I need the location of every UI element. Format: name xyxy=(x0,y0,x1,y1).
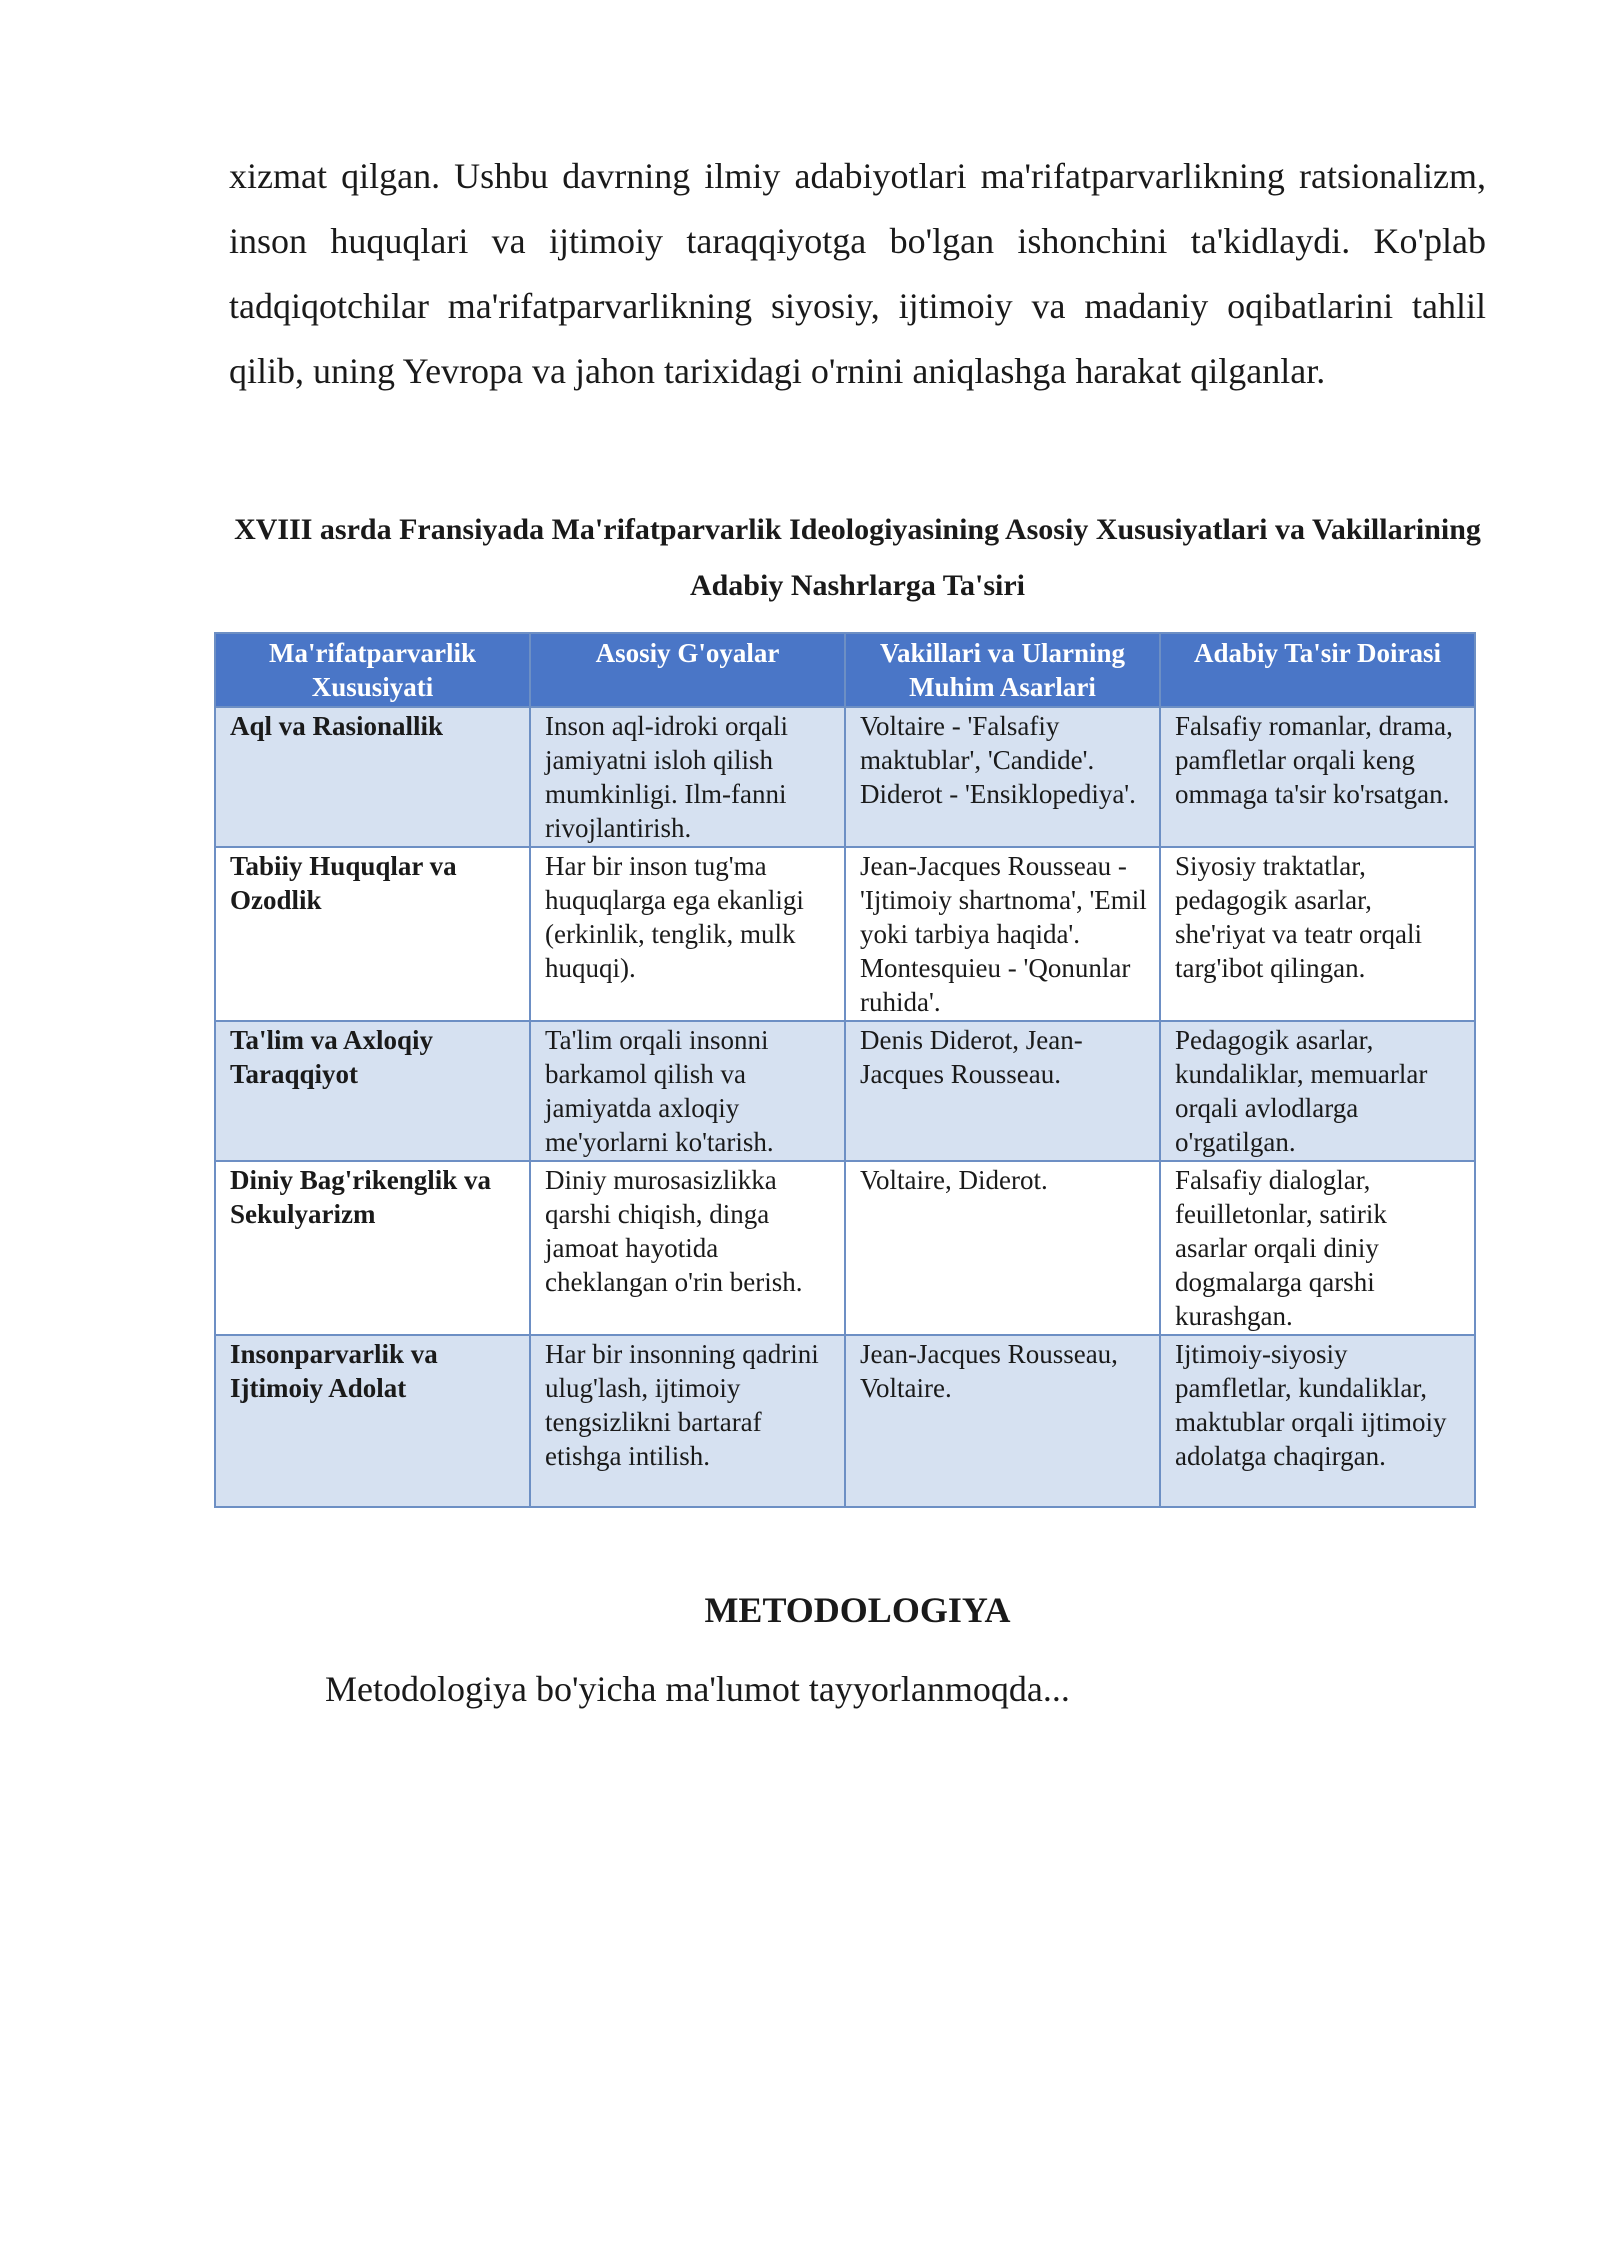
cell-feature: Insonparvarlik va Ijtimoiy Adolat xyxy=(215,1335,530,1507)
table-row xyxy=(215,1161,1475,1335)
enlightenment-table xyxy=(214,632,1476,1508)
cell-representatives: Voltaire - 'Falsafiy maktublar', 'Candide'. Diderot - 'Ensiklopediya'. xyxy=(845,707,1160,847)
cell-representatives: Denis Diderot, Jean-Jacques Rousseau. xyxy=(845,1021,1160,1161)
cell-ideas: Har bir inson tug'ma huquqlarga ega ekanligi (erkinlik, tenglik, mulk huquqi). xyxy=(530,847,845,1021)
cell-feature: Tabiiy Huquqlar va Ozodlik xyxy=(215,847,530,1021)
cell-influence: Siyosiy traktatlar, pedagogik asarlar, she'riyat va teatr orqali targ'ibot qilingan. xyxy=(1160,847,1475,1021)
cell-influence: Falsafiy romanlar, drama, pamfletlar orqali keng ommaga ta'sir ko'rsatgan. xyxy=(1160,707,1475,847)
header-ideas: Asosiy G'oyalar xyxy=(530,633,845,707)
cell-ideas: Har bir insonning qadrini ulug'lash, ijtimoiy tengsizlikni bartaraf etishga intilish. xyxy=(530,1335,845,1507)
section-title: METODOLOGIYA xyxy=(704,1590,1011,1630)
section-text: Metodologiya bo'yicha ma'lumot tayyorlanmoqda... xyxy=(325,1669,1070,1709)
table-row xyxy=(215,1021,1475,1161)
cell-ideas: Inson aql-idroki orqali jamiyatni isloh qilish mumkinligi. Ilm-fanni rivojlantirish. xyxy=(530,707,845,847)
cell-feature: Ta'lim va Axloqiy Taraqqiyot xyxy=(215,1021,530,1161)
cell-influence: Falsafiy dialoglar, feuilletonlar, satirik asarlar orqali diniy dogmalarga qarshi kurashgan. xyxy=(1160,1161,1475,1335)
cell-representatives: Jean-Jacques Rousseau, Voltaire. xyxy=(845,1335,1160,1507)
table-row xyxy=(215,1335,1475,1507)
header-representatives: Vakillari va Ularning Muhim Asarlari xyxy=(845,633,1160,707)
table-row xyxy=(215,847,1475,1021)
cell-representatives: Jean-Jacques Rousseau - 'Ijtimoiy shartnoma', 'Emil yoki tarbiya haqida'. Montesquieu - 'Qonunlar ruhida'. xyxy=(845,847,1160,1021)
cell-feature: Diniy Bag'rikenglik va Sekulyarizm xyxy=(215,1161,530,1335)
table-row xyxy=(215,707,1475,847)
cell-influence: Ijtimoiy-siyosiy pamfletlar, kundaliklar, maktublar orqali ijtimoiy adolatga chaqirgan. xyxy=(1160,1335,1475,1507)
cell-ideas: Diniy murosasizlikka qarshi chiqish, dinga jamoat hayotida cheklangan o'rin berish. xyxy=(530,1161,845,1335)
header-influence: Adabiy Ta'sir Doirasi xyxy=(1160,633,1475,707)
cell-representatives: Voltaire, Diderot. xyxy=(845,1161,1160,1335)
cell-ideas: Ta'lim orqali insonni barkamol qilish va jamiyatda axloqiy me'yorlarni ko'tarish. xyxy=(530,1021,845,1161)
table-caption: XVIII asrda Fransiyada Ma'rifatparvarlik Ideologiyasining Asosiy Xususiyatlari va Vakillarining Adabiy Nashrlarga Ta'siri xyxy=(234,513,1481,602)
cell-influence: Pedagogik asarlar, kundaliklar, memuarlar orqali avlodlarga o'rgatilgan. xyxy=(1160,1021,1475,1161)
cell-feature: Aql va Rasionallik xyxy=(215,707,530,847)
header-feature: Ma'rifatparvarlik Xususiyati xyxy=(215,633,530,707)
intro-paragraph: xizmat qilgan. Ushbu davrning ilmiy adabiyotlari ma'rifatparvarlikning ratsionalizm, inson huquqlari va ijtimoiy taraqqiyotga bo'lgan ishonchini ta'kidlaydi. Ko'plab tadqiqotchilar ma'rifatparvarlikning siyosiy, ijtimoiy va madaniy oqibatlarini tahlil qilib, uning Yevropa va jahon tarixidagi o'rnini aniqlashga harakat qilganlar. xyxy=(229,156,1486,391)
table-header-row xyxy=(215,633,1475,707)
